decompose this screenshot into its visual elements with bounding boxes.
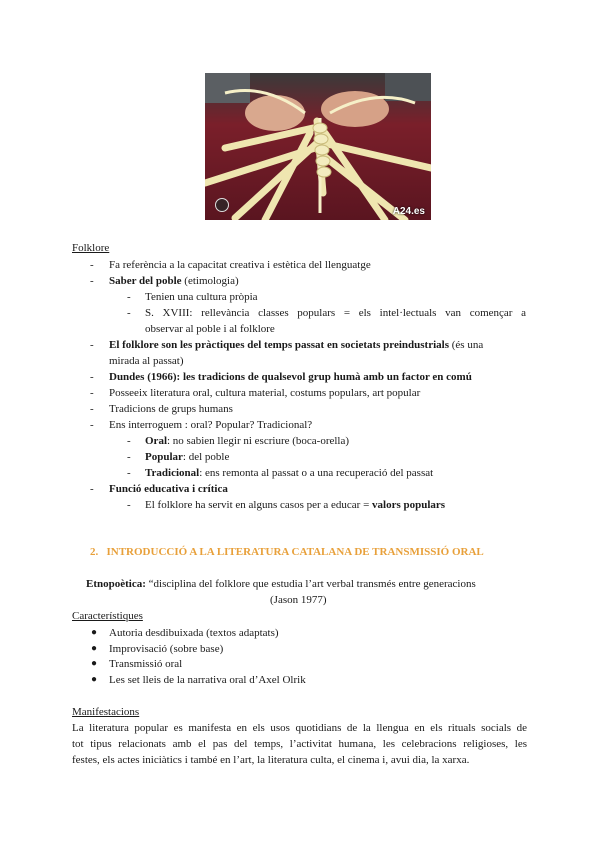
dash-bullet: - [127, 499, 131, 511]
folklore-item-7: Ens interroguem : oral? Popular? Tradicional? [109, 419, 313, 431]
popular-term: Popular [145, 451, 183, 463]
section-number: 2. [90, 546, 99, 558]
folklore-item-3-line2: mirada al passat) [109, 355, 184, 367]
tradicional-def: : ens remonta al passat o a una recuperació del passat [199, 467, 434, 479]
valors-populars: valors populars [372, 499, 446, 511]
folklore-sub-8a [145, 498, 445, 512]
bullet-dot: ● [91, 658, 98, 669]
folklore-item-6: Tradicions de grups humans [109, 403, 233, 415]
bullet-dot: ● [91, 643, 98, 654]
photo-watermark: A24.es [392, 206, 425, 217]
folklore-sub-7b [145, 450, 229, 464]
dash-bullet: - [90, 259, 94, 271]
caracteristica-item: Transmissió oral [109, 658, 183, 670]
folklore-sub-7a [145, 434, 349, 448]
section-2-heading [90, 545, 484, 559]
saber-del-poble: Saber del poble [109, 275, 182, 287]
folklore-item-4: Dundes (1966): les tradicions de qualsevol grup humà amb un factor en comú [109, 371, 472, 383]
dash-bullet: - [90, 339, 94, 351]
item-3-bold: El folklore son les pràctiques del temps passat en societats preindustrials [109, 339, 449, 351]
folklore-sub-2a: Tenien una cultura pròpia [145, 291, 258, 303]
sub-8a-text: El folklore ha servit en alguns casos per a educar = [145, 499, 373, 511]
etnopoetica-definition [86, 577, 476, 591]
dash-bullet: - [127, 467, 131, 479]
dash-bullet: - [127, 435, 131, 447]
caracteristica-item: Les set lleis de la narrativa oral d’Axel Olrik [109, 674, 306, 686]
dash-bullet: - [127, 451, 131, 463]
item-3-rest: (és una [449, 339, 484, 351]
manifestacions-line: tot tipus relacionats amb el pas del temps, l’activitat humana, les celebracions religioses, les [72, 738, 527, 750]
manifestacions-heading: Manifestacions [72, 706, 140, 718]
folklore-item-3 [109, 338, 483, 352]
etnopoetica-def-line2: (Jason 1977) [270, 594, 327, 606]
folklore-sub-7c [145, 466, 433, 480]
dash-bullet: - [90, 419, 94, 431]
dash-bullet: - [90, 387, 94, 399]
item-2-rest: (etimologia) [181, 275, 239, 287]
bullet-dot: ● [91, 627, 98, 638]
palm-weaving-photo [205, 73, 431, 220]
caracteristiques-heading: Característiques [72, 610, 143, 622]
bullet-dot: ● [91, 674, 98, 685]
dash-bullet: - [90, 403, 94, 415]
caracteristica-item: Improvisació (sobre base) [109, 643, 224, 655]
etnopoetica-def-line1: “disciplina del folklore que estudia l’art verbal transmés entre generacions [145, 578, 476, 590]
camera-icon [215, 198, 229, 212]
folklore-sub-2b-line1: S. XVIII: rellevància classes populars = els intel·lectuals van començar a [145, 307, 526, 319]
dash-bullet: - [90, 371, 94, 383]
tradicional-term: Tradicional [145, 467, 200, 479]
dash-bullet: - [127, 307, 131, 319]
oral-term: Oral [145, 435, 167, 447]
folklore-sub-2b-line2: observar al poble i al folklore [145, 323, 275, 335]
palm-weaving-illustration [205, 73, 431, 220]
manifestacions-line: festes, els actes iniciàtics i també en l’art, la literatura culta, el cinema i, avui dia, la xarxa. [72, 754, 470, 766]
dash-bullet: - [90, 483, 94, 495]
popular-def: : del poble [182, 451, 230, 463]
dash-bullet: - [127, 291, 131, 303]
manifestacions-line: La literatura popular es manifesta en els usos quotidians de la llengua en els rituals socials de [72, 722, 527, 734]
dash-bullet: - [90, 275, 94, 287]
folklore-item-1: Fa referència a la capacitat creativa i estètica del llenguatge [109, 259, 371, 271]
folklore-item-2 [109, 274, 239, 288]
oral-def: : no sabien llegir ni escriure (boca-orella) [167, 435, 350, 447]
etnopoetica-term: Etnopoètica: [86, 578, 146, 590]
folklore-item-8: Funció educativa i crítica [109, 483, 228, 495]
section-title: INTRODUCCIÓ A LA LITERATURA CATALANA DE TRANSMISSIÓ ORAL [106, 546, 484, 558]
folklore-heading: Folklore [72, 242, 110, 254]
caracteristica-item: Autoria desdibuixada (textos adaptats) [109, 627, 279, 639]
folklore-item-5: Posseeix literatura oral, cultura material, costums populars, art popular [109, 387, 421, 399]
